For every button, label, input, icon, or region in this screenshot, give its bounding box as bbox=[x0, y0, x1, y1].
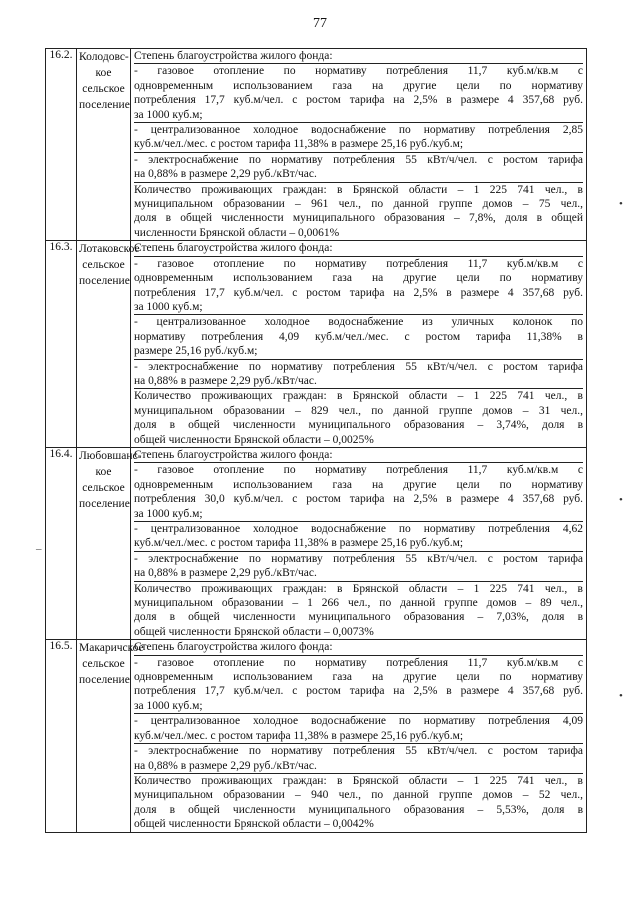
description-line: муниципальном образовании – 961 чел., по данной группе домов – 75 чел., bbox=[134, 198, 583, 211]
description-line: - централизованное холодное водоснабжение по нормативу потребления 4,62 bbox=[134, 523, 583, 535]
description-line: одновременным использованием газа на другие цели по нормативу bbox=[134, 671, 583, 684]
settlement-name-line: кое bbox=[95, 67, 112, 79]
description-line: потребления 30,0 куб.м/чел. с ростом тарифа на 2,5% в размере 4 357,68 руб. bbox=[134, 493, 583, 506]
description-line: Количество проживающих граждан: в Брянской области – 1 225 741 чел., в bbox=[134, 390, 583, 403]
row-number: 16.4. bbox=[46, 447, 77, 639]
description-block bbox=[134, 183, 583, 241]
description-block bbox=[134, 640, 583, 655]
description-line: потребления 17,7 куб.м/чел. с ростом тарифа на 2,5% в размере 4 357,68 руб. bbox=[134, 94, 583, 107]
description-line: муниципальном образовании – 940 чел., по данной группе домов – 52 чел., bbox=[134, 789, 583, 802]
description-line: муниципальном образовании – 1 266 чел., по данной группе домов – 89 чел., bbox=[134, 597, 583, 610]
description-line: Степень благоустройства жилого фонда: bbox=[134, 50, 333, 62]
description-line: одновременным использованием газа на другие цели по нормативу bbox=[134, 272, 583, 285]
description-line: общей численности Брянской области – 0,0042% bbox=[134, 818, 374, 831]
description-line: - централизованное холодное водоснабжение по нормативу потребления 4,09 bbox=[134, 715, 583, 728]
margin-mark: • bbox=[619, 494, 623, 506]
settlement-name-line: сельское bbox=[82, 259, 125, 272]
margin-mark: • bbox=[619, 690, 623, 702]
description-block bbox=[134, 714, 583, 744]
settlements-table bbox=[45, 48, 587, 833]
description-block bbox=[134, 744, 583, 774]
settlement-name-line: кое bbox=[95, 465, 112, 478]
description-line: за 1000 куб.м; bbox=[134, 300, 203, 313]
description-line: - электроснабжение по нормативу потребления 55 кВт/ч/чел. с ростом тарифа bbox=[134, 745, 583, 758]
description-line: одновременным использованием газа на другие цели по нормативу bbox=[134, 478, 583, 491]
description-line: доля в общей численности муниципального образования – 7,03%, доля в bbox=[134, 611, 583, 624]
description-line: - газовое отопление по нормативу потребления 11,7 куб.м/кв.м с bbox=[134, 656, 583, 669]
description-line: потребления 17,7 куб.м/чел. с ростом тарифа на 2,5% в размере 4 357,68 руб. bbox=[134, 685, 583, 698]
table-row bbox=[46, 241, 587, 448]
description-line: Количество проживающих граждан: в Брянской области – 1 225 741 чел., в bbox=[134, 774, 583, 787]
table-row bbox=[46, 640, 587, 832]
description-line: куб.м/чел./мес. с ростом тарифа 11,38% в размере 25,16 руб./куб.м; bbox=[134, 729, 464, 742]
settlement-name bbox=[77, 640, 144, 832]
description-line: нормативу потребления 4,09 куб.м/чел./мес. с ростом тарифа 11,38% в bbox=[134, 330, 583, 343]
table-row bbox=[46, 49, 587, 241]
settlement-name-line: Любовшанс- bbox=[79, 449, 142, 462]
description-block bbox=[134, 552, 583, 582]
settlement-name bbox=[77, 49, 131, 241]
description-block bbox=[134, 360, 583, 390]
description-line: доля в общей численности муниципального образования – 7,8%, доля в общей bbox=[134, 212, 583, 225]
description-line: Степень благоустройства жилого фонда: bbox=[134, 641, 333, 654]
description-block bbox=[134, 774, 583, 832]
settlements-table-body bbox=[46, 49, 587, 833]
description-block bbox=[134, 582, 583, 640]
description-line: доля в общей численности муниципального образования – 5,53%, доля в bbox=[134, 803, 583, 816]
settlement-description bbox=[131, 640, 587, 832]
description-block bbox=[134, 241, 583, 256]
settlement-name-line: Колодовс- bbox=[79, 51, 129, 63]
description-line: Количество проживающих граждан: в Брянской области – 1 225 741 чел., в bbox=[134, 183, 583, 196]
settlement-name-line: поселение bbox=[79, 275, 130, 288]
description-line: куб.м/чел./мес. с ростом тарифа 11,38% в размере 25,16 руб./куб.м; bbox=[134, 138, 464, 151]
description-block bbox=[134, 49, 583, 64]
settlement-name-line: сельское bbox=[82, 658, 125, 671]
description-line: общей численности Брянской области – 0,0025% bbox=[134, 433, 374, 446]
description-block bbox=[134, 448, 583, 463]
description-line: одновременным использованием газа на другие цели по нормативу bbox=[134, 79, 583, 92]
description-line: за 1000 куб.м; bbox=[134, 699, 203, 712]
settlement-name bbox=[77, 447, 142, 639]
settlement-name-line: Макаричское bbox=[79, 642, 144, 655]
page-number: 77 bbox=[313, 16, 327, 31]
settlement-description bbox=[131, 241, 587, 448]
description-line: Количество проживающих граждан: в Брянской области – 1 225 741 чел., в bbox=[134, 582, 583, 595]
row-number: 16.2. bbox=[46, 49, 77, 241]
description-block bbox=[134, 389, 583, 447]
description-line: на 0,88% в размере 2,29 руб./кВт/час. bbox=[134, 567, 317, 580]
description-line: куб.м/чел./мес. с ростом тарифа 11,38% в размере 25,16 руб./куб.м; bbox=[134, 537, 464, 550]
description-line: - газовое отопление по нормативу потребления 11,7 куб.м/кв.м с bbox=[134, 65, 583, 78]
settlement-name-line: сельское bbox=[82, 83, 125, 95]
description-line: - газовое отопление по нормативу потребления 11,7 куб.м/кв.м с bbox=[134, 464, 583, 477]
description-line: - электроснабжение по нормативу потребления 55 кВт/ч/чел. с ростом тарифа bbox=[134, 552, 583, 565]
settlement-description bbox=[131, 447, 587, 639]
description-line: - электроснабжение по нормативу потребления 55 кВт/ч/чел. с ростом тарифа bbox=[134, 153, 583, 166]
margin-mark: – bbox=[36, 543, 42, 555]
row-number: 16.3. bbox=[46, 241, 77, 448]
description-line: доля в общей численности муниципального образования – 3,74%, доля в bbox=[134, 419, 583, 432]
description-block bbox=[134, 257, 583, 316]
description-block bbox=[134, 315, 583, 359]
description-line: потребления 17,7 куб.м/чел. с ростом тарифа на 2,5% в размере 4 357,68 руб. bbox=[134, 286, 583, 299]
description-line: на 0,88% в размере 2,29 руб./кВт/час. bbox=[134, 374, 317, 387]
description-line: на 0,88% в размере 2,29 руб./кВт/час. bbox=[134, 168, 317, 181]
description-block bbox=[134, 153, 583, 183]
table-row bbox=[46, 447, 587, 639]
description-line: численности Брянской области – 0,0061% bbox=[134, 226, 340, 239]
description-block bbox=[134, 123, 583, 153]
description-block bbox=[134, 463, 583, 522]
description-block bbox=[134, 656, 583, 715]
settlement-name-line: поселение bbox=[79, 674, 130, 687]
settlement-description bbox=[131, 49, 587, 241]
settlement-name-line: поселение bbox=[79, 497, 130, 510]
description-line: Степень благоустройства жилого фонда: bbox=[134, 448, 333, 461]
margin-mark: • bbox=[619, 198, 623, 210]
settlement-name-line: поселение bbox=[79, 99, 130, 111]
description-line: муниципальном образовании – 829 чел., по данной группе домов – 31 чел., bbox=[134, 404, 583, 417]
description-block bbox=[134, 64, 583, 123]
row-number: 16.5. bbox=[46, 640, 77, 832]
settlement-name-line: Лотаковское bbox=[79, 243, 140, 256]
description-block bbox=[134, 522, 583, 552]
description-line: Степень благоустройства жилого фонда: bbox=[134, 242, 333, 255]
description-line: на 0,88% в размере 2,29 руб./кВт/час. bbox=[134, 759, 317, 772]
description-line: общей численности Брянской области – 0,0073% bbox=[134, 625, 374, 638]
description-line: - газовое отопление по нормативу потребления 11,7 куб.м/кв.м с bbox=[134, 257, 583, 270]
description-line: за 1000 куб.м; bbox=[134, 108, 203, 121]
description-line: размере 25,16 руб./куб.м; bbox=[134, 345, 258, 358]
settlement-name bbox=[77, 241, 140, 448]
settlement-name-line: сельское bbox=[82, 481, 125, 494]
description-line: за 1000 куб.м; bbox=[134, 507, 203, 520]
description-line: - централизованное холодное водоснабжение из уличных колонок по bbox=[134, 316, 583, 329]
description-line: - электроснабжение по нормативу потребления 55 кВт/ч/чел. с ростом тарифа bbox=[134, 360, 583, 373]
description-line: - централизованное холодное водоснабжение по нормативу потребления 2,85 bbox=[134, 124, 583, 137]
